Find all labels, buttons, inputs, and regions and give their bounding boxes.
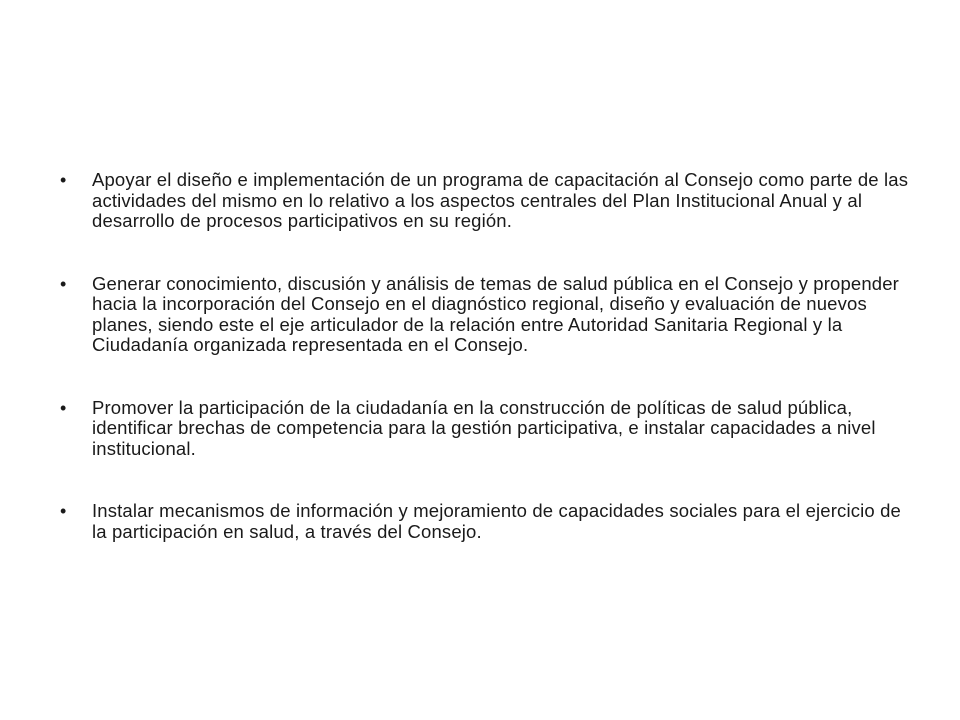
bullet-item xyxy=(54,274,910,356)
bullet-dot-icon: • xyxy=(60,170,67,190)
bullet-text: Apoyar el diseño e implementación de un programa de capacitación al Consejo como parte de las actividades del mismo en lo relativo a los aspectos centrales del Plan Institucional Anual y al desarrollo de procesos participativos en su región. xyxy=(92,169,909,231)
bullet-text: Instalar mecanismos de información y mejoramiento de capacidades sociales para el ejercicio de la participación en salud, a través del Consejo. xyxy=(92,500,901,542)
bullet-text: Promover la participación de la ciudadanía en la construcción de políticas de salud pública, identificar brechas de competencia para la gestión participativa, e instalar capacidades a nivel institucional. xyxy=(92,396,876,459)
bullet-dot-icon: • xyxy=(60,397,67,418)
bullet-item xyxy=(54,170,910,232)
bullet-dot-icon: • xyxy=(60,501,67,521)
bullet-dot-icon: • xyxy=(60,273,67,294)
bullet-text: Generar conocimiento, discusión y análisis de temas de salud pública en el Consejo y propender hacia la incorporación del Consejo en el diagnóstico regional, diseño y evaluación de nuevos planes, siendo este el eje articulador de la relación entre Autoridad Sanitaria Regional y la Ciudadanía organizada representada en el Consejo. xyxy=(92,272,899,355)
bullet-list xyxy=(54,170,910,542)
bullet-item xyxy=(54,398,910,460)
bullet-item xyxy=(54,501,910,542)
